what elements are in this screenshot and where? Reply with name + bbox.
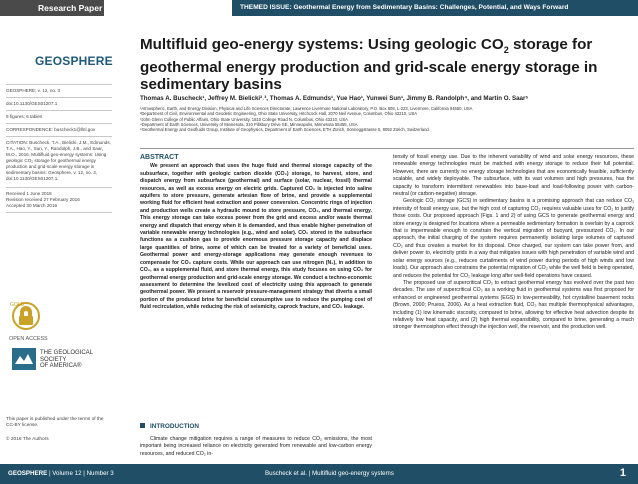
footer-journal-info: GEOSPHERE | Volume 12 | Number 3 [8, 470, 114, 477]
paragraph: The proposed use of supercritical CO₂ to extract geothermal energy has evolved over the past two decades. The use of supercritical CO₂ as a working fluid in geothermal systems was first proposed for enhanced or engineered geothermal systems (EGS) in low-permeability, hot crystalline basement rocks (Brown, 2000; Pruess, 2006). As a heat extraction fluid, CO₂ has multiple thermophysical advantages, including (1) low kinematic viscosity, compared to brine, allowing for effective heat advection despite its relatively low heat capacity, and (2) high thermal expansibility, compared to brine, generating a much stronger thermosiphon effect through the injection well, the reservoir, and the production well. [393, 279, 634, 331]
themed-issue-banner: THEMED ISSUE: Geothermal Energy from Sedimentary Basins: Challenges, Potential, and Ways Forward [232, 0, 638, 16]
introduction-text: Climate change mitigation requires a range of measures to reduce CO₂ emissions, the most important being increased reliance on electricity generated from renewable and low-carbon energy resources, and reduced CO₂ in- [140, 436, 372, 457]
title-part-2: storage for geothermal energy production and grid-scale energy storage in sedimentary basins [140, 36, 598, 94]
paragraph: tensity of fossil energy use. Due to the inherent variability of wind and solar energy resources, these renewable energy technologies must be matched with energy storage to reduce their full potential. However, there are currently no energy storage technologies that are economically feasible, sufficiently scalable, and widely deployable. The subsurface, with its vast volumes and high pressures, has the capacity to transform intermittent renewables into base-load and load-following power with carbon-neutral (or carbon-negative) storage. [393, 154, 634, 198]
copyright: © 2016 The Authors [6, 437, 49, 442]
received-date: Received 1 June 2015 [6, 191, 52, 196]
divider [6, 212, 112, 213]
figures-count: 9 figures; 6 tables [6, 114, 43, 119]
affiliation: ²Department of Civil, Environmental and Geodetic Engineering, Ohio State University, Hitchcock Hall, 2070 Neil Avenue, Columbus, Ohio 43210, USA [140, 111, 418, 117]
journal-logo: GEOSPHERE [35, 54, 113, 68]
correspondence[interactable]: CORRESPONDENCE: buscheck1@llnl.gov [6, 127, 96, 132]
research-paper-tab: Research Paper [0, 0, 104, 16]
citation: CITATION: Buscheck, T.A., Bielicki, J.M., Edmunds, T.A., Hao, Y., Sun, Y., Randolph, J.B., and Saar, M.O., 2016, Multifluid geo-energy systems: Using geologic CO₂ storage for geothermal energy production and grid-scale energy storage in sedimentary basins: Geosphere, v. 12, no. 3, doi:10.1130/GES01207.1. [6, 140, 111, 181]
introduction-heading: INTRODUCTION [140, 423, 199, 430]
paragraph: Geologic CO₂ storage (GCS) in sedimentary basins is a promising approach that can reduce CO₂ intensity of fossil energy use, but the high cost of capturing CO₂ requires valuable uses for CO₂ to justify those costs. Our proposed approach (Figs. 1 and 2) of using GCS to generate geothermal energy and store energy is designed for locations where a permeable sedimentary formation is overlain by a caprock that is impermeable enough to constrain the vertical migration of buoyant, pressurized CO₂. In our approach, the initial charging of the system requires permanently isolating large volumes of captured CO₂ and thus creates a market for its disposal. Once charged, our system can take power from, and deliver power to, electricity grids in a way that mitigates issues with high penetration of variable wind and solar energy sources (e.g., reduces curtailments of wind power during periods of high winds and low loads). Our approach also constrains the potential migration of CO₂ while the well field is being operated, and reduces the potential for CO₂ leakage long after well-field operations have ceased. [393, 198, 634, 279]
volume-info: GEOSPHERE; v. 12, no. 3 [6, 88, 61, 93]
gsa-line-1: THE GEOLOGICAL SOCIETY [40, 350, 93, 363]
divider [6, 123, 112, 124]
page-number: 1 [619, 467, 626, 479]
footer-short-ref: Buscheck et al. | Multifluid geo-energy systems [265, 470, 394, 477]
lock-body [19, 316, 33, 325]
abstract-heading: ABSTRACT [140, 154, 179, 161]
divider [6, 110, 112, 111]
title-part-1: Multifluid geo-energy systems: Using geologic CO [140, 36, 504, 53]
accepted-date: Accepted 30 March 2016 [6, 203, 58, 208]
divider [6, 84, 112, 85]
footer-volume: Volume 12 [52, 470, 82, 477]
gsa-logo-icon [12, 348, 36, 370]
footer-number: Number 3 [86, 470, 114, 477]
divider [6, 97, 112, 98]
doi-link[interactable]: doi:10.1130/GES01207.1 [6, 101, 58, 106]
right-column [393, 154, 634, 332]
divider [6, 187, 112, 188]
gold-label: GOLD [10, 302, 25, 308]
license-note: This paper is published under the terms of the CC-BY license. [6, 417, 104, 428]
open-access-label: OPEN ACCESS [9, 336, 48, 342]
gsa-logo-bg [12, 348, 36, 370]
gsa-name [40, 350, 118, 370]
article-title [140, 36, 620, 93]
author-list: Thomas A. Buscheck¹, Jeffrey M. Bielicki²˒³, Thomas A. Edmunds¹, Yue Hao¹, Yunwei Sun¹, Jimmy B. Randolph⁴, and Martin O. Saar⁵ [140, 95, 529, 102]
affiliations [140, 106, 630, 132]
sidebar [0, 16, 118, 464]
affiliation: ³John Glenn College of Public Affairs, Ohio State University, 1810 College Road N, Columbus, Ohio 43210, USA [140, 116, 348, 122]
affiliation: ⁴Department of Earth Sciences, University of Minnesota, 310 Pillsbury Drive SE, Minneapolis, Minnesota 55455, USA [140, 121, 358, 127]
header-rule [140, 148, 634, 149]
divider [6, 136, 112, 137]
abstract-text: We present an approach that uses the huge fluid and thermal storage capacity of the subsurface, together with geologic carbon dioxide (CO₂) storage, to harvest, store, and dispatch energy from subsurface (geothermal) and surface (solar, nuclear, fossil) thermal resources, as well as excess energy on electric grids. Captured CO₂ is injected into saline aquifers to store pressure, generate artesian flow of brine, and provide a supplemental working fluid for efficient heat extraction and power conversion. Concentric rings of injection and production wells create a hydraulic mound to store pressure, CO₂, and thermal energy. This energy storage can take excess power from the grid and excess and/or waste thermal energy and dispatch that energy when it is demanded, and thus enable higher penetration of variable renewable energy technologies (e.g., wind and solar). CO₂ stored in the subsurface functions as a cushion gas to provide enormous pressure storage capacity and displace large quantities of brine, some of which can be treated for a variety of beneficial uses. Geothermal power and energy-storage applications may generate enough revenues to compensate for CO₂ capture costs. While our approach can use nitrogen (N₂), in addition to CO₂, as a supplemental fluid, and store thermal energy, this study focuses on using CO₂ for geothermal energy production and grid-scale energy storage. We conduct a techno-economic assessment to determine the levelized cost of electricity using this approach to generate geothermal power. We present a reservoir pressure-management strategy that diverts a small portion of the produced brine for beneficial consumptive use to reduce the pumping cost of fluid recirculation, while reducing the risk of seismicity, caprock fracture, and CO₂ leakage. [140, 163, 372, 311]
gsa-line-2: OF AMERICA® [40, 363, 82, 370]
footer-journal: GEOSPHERE [8, 470, 48, 477]
page-footer [0, 464, 638, 484]
revision-date: Revision received 27 February 2016 [6, 197, 80, 202]
title-subscript: 2 [503, 45, 509, 56]
affiliation: ⁵Geothermal Energy and Geofluids Group, Institute of Geophysics, Department of Earth Sciences, ETH Zürich, Sonneggstrasse 5, 8092 Zürich, Switzerland [140, 127, 429, 133]
affiliation: ¹Atmospheric, Earth, and Energy Division, Physical and Life Sciences Directorate, Lawrence Livermore National Laboratory, P.O. Box 808, L-223, Livermore, California 94550, USA [140, 106, 473, 111]
gold-open-access-icon [6, 298, 66, 348]
top-band [0, 0, 638, 16]
left-column [140, 154, 372, 312]
